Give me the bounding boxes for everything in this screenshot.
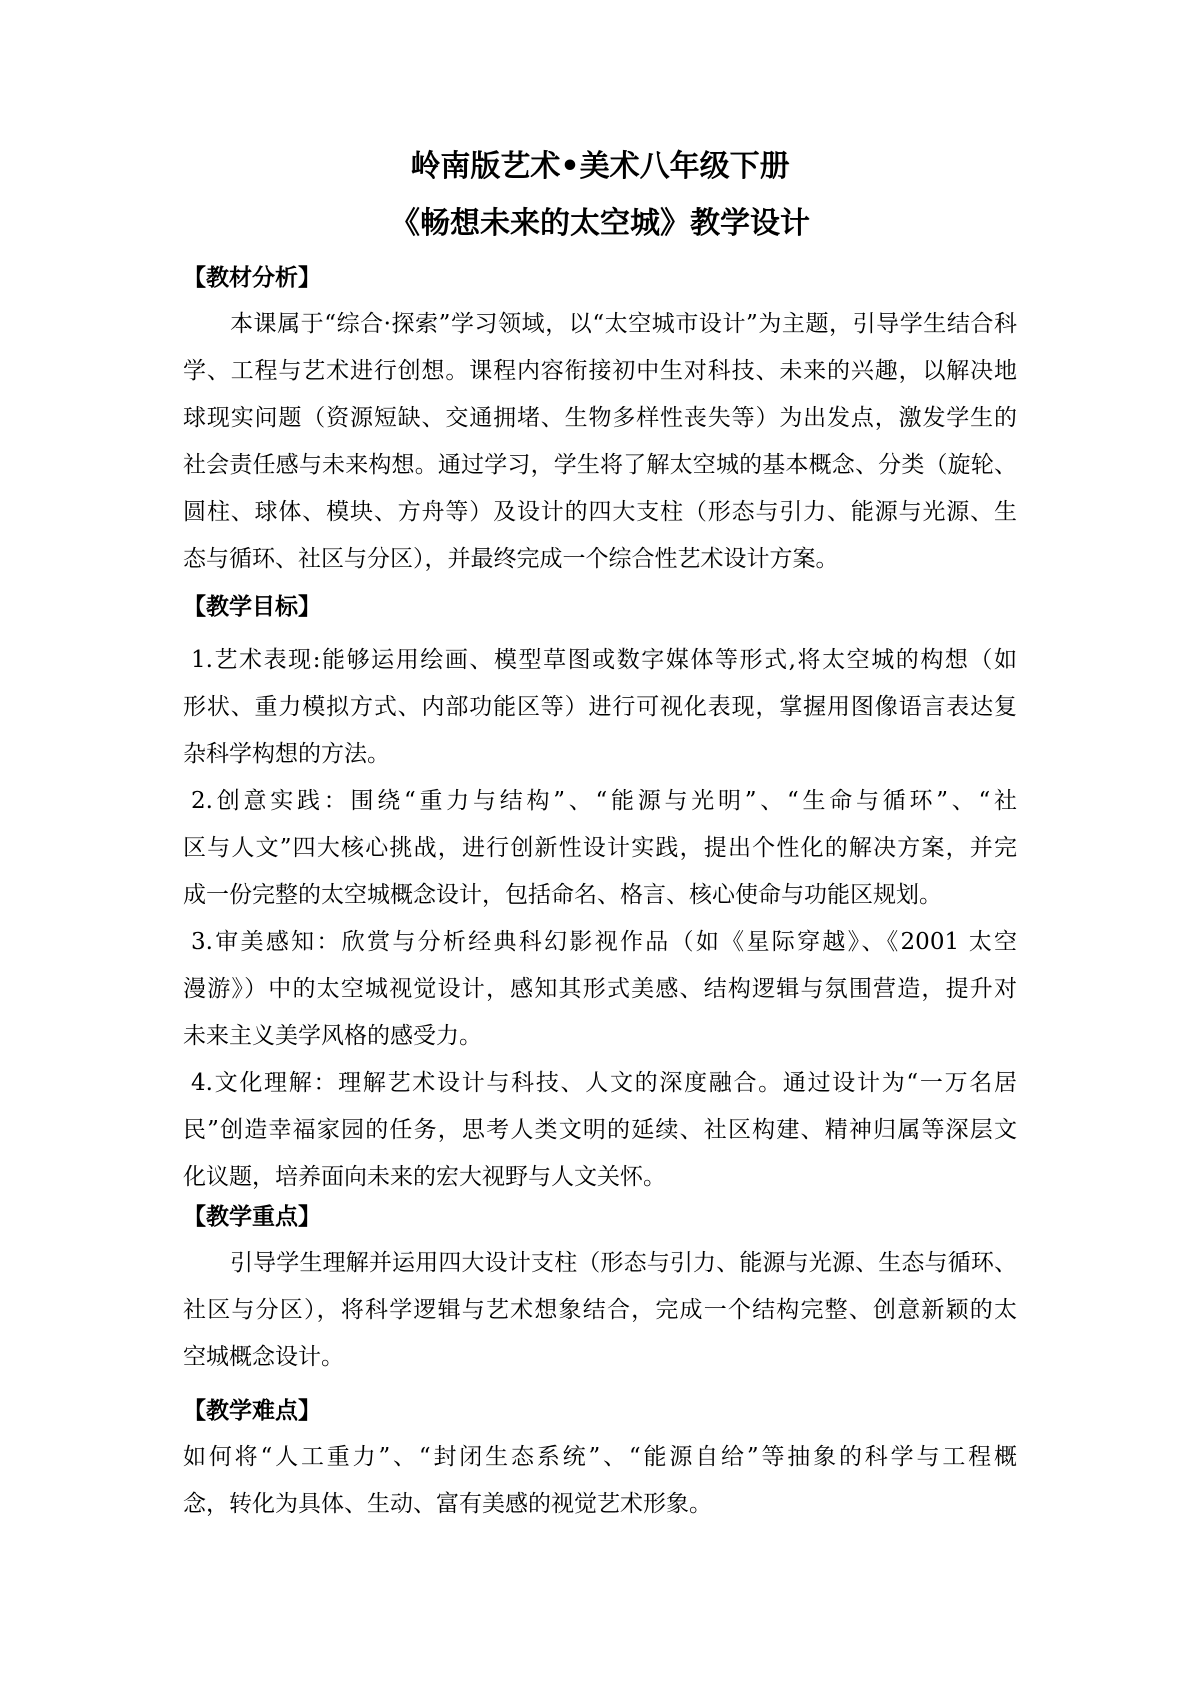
objective-item-line: 3.审美感知：欣赏与分析经典科幻影视作品（如《星际穿越》、《2001 太空 xyxy=(191,929,1017,955)
text-line: 引导学生理解并运用四大设计支柱（形态与引力、能源与光源、生态与循环、 xyxy=(230,1250,1017,1276)
section-teaching-difficulty xyxy=(183,1387,1017,1528)
text-line: 球现实问题（资源短缺、交通拥堵、生物多样性丧失等）为出发点，激发学生的 xyxy=(183,405,1017,431)
objective-item xyxy=(183,1060,1017,1201)
section-teaching-objectives xyxy=(183,583,1017,1201)
section-material-analysis xyxy=(183,254,1017,583)
objective-item-line: 1.艺术表现:能够运用绘画、模型草图或数字媒体等形式,将太空城的构想（如 xyxy=(191,647,1017,673)
objective-item-line: 民”创造幸福家园的任务，思考人类文明的延续、社区构建、精神归属等深层文 xyxy=(183,1117,1017,1143)
objective-item-line: 化议题，培养面向未来的宏大视野与人文关怀。 xyxy=(183,1164,666,1190)
objective-item-line: 区与人文”四大核心挑战，进行创新性设计实践，提出个性化的解决方案，并完 xyxy=(183,835,1017,861)
section-heading: 【教材分析】 xyxy=(183,264,321,291)
section-heading: 【教学目标】 xyxy=(183,593,321,620)
text-line: 社区与分区），将科学逻辑与艺术想象结合，完成一个结构完整、创意新颖的太 xyxy=(183,1297,1017,1323)
objective-item-line: 未来主义美学风格的感受力。 xyxy=(183,1023,482,1049)
section-heading: 【教学难点】 xyxy=(183,1397,321,1424)
text-line: 空城概念设计。 xyxy=(183,1344,344,1370)
objective-item-line: 漫游》）中的太空城视觉设计，感知其形式美感、结构逻辑与氛围营造，提升对 xyxy=(183,976,1017,1002)
section-teaching-focus xyxy=(183,1193,1017,1381)
objective-list xyxy=(183,637,1017,1201)
document-body xyxy=(183,254,1017,1528)
objective-item xyxy=(183,778,1017,919)
text-line: 学、工程与艺术进行创想。课程内容衔接初中生对科技、未来的兴趣，以解决地 xyxy=(183,358,1017,384)
text-line: 圆柱、球体、模块、方舟等）及设计的四大支柱（形态与引力、能源与光源、生 xyxy=(183,499,1017,525)
document-title-line-1: 岭南版艺术•美术八年级下册 xyxy=(410,149,790,184)
objective-item xyxy=(183,637,1017,778)
objective-item-line: 成一份完整的太空城概念设计，包括命名、格言、核心使命与功能区规划。 xyxy=(183,882,942,908)
objective-item-line: 形状、重力模拟方式、内部功能区等）进行可视化表现，掌握用图像语言表达复 xyxy=(183,694,1017,720)
objective-item-line: 杂科学构想的方法。 xyxy=(183,741,390,767)
document-title-line-2: 《畅想未来的太空城》教学设计 xyxy=(390,206,810,241)
section-heading: 【教学重点】 xyxy=(183,1203,321,1230)
text-line: 念，转化为具体、生动、富有美感的视觉艺术形象。 xyxy=(183,1491,712,1517)
text-line: 社会责任感与未来构想。通过学习，学生将了解太空城的基本概念、分类（旋轮、 xyxy=(183,452,1017,478)
paragraph xyxy=(183,1434,1017,1528)
objective-item-line: 2.创意实践：围绕“重力与结构”、“能源与光明”、“生命与循环”、“社 xyxy=(191,788,1017,814)
paragraph xyxy=(183,1240,1017,1381)
text-line: 如何将“人工重力”、“封闭生态系统”、“能源自给”等抽象的科学与工程概 xyxy=(183,1444,1017,1470)
text-line: 本课属于“综合·探索”学习领域，以“太空城市设计”为主题，引导学生结合科 xyxy=(230,311,1017,337)
text-line: 态与循环、社区与分区），并最终完成一个综合性艺术设计方案。 xyxy=(183,546,839,572)
objective-item-line: 4.文化理解：理解艺术设计与科技、人文的深度融合。通过设计为“一万名居 xyxy=(191,1070,1017,1096)
objective-item xyxy=(183,919,1017,1060)
paragraph xyxy=(183,301,1017,583)
